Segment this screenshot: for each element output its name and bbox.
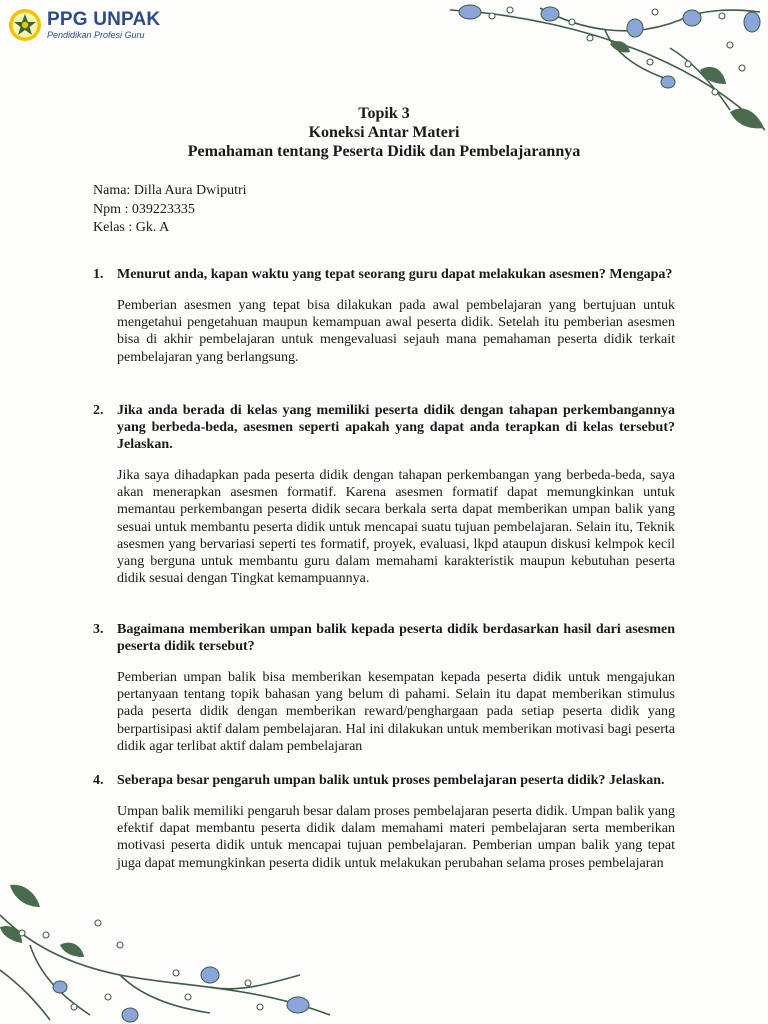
question-item [93,402,675,587]
student-class: Kelas : Gk. A [93,220,170,235]
university-emblem-icon [8,8,42,42]
title-description: Pemahaman tentang Peserta Didik dan Pembelajarannya [187,143,581,160]
title-subject: Koneksi Antar Materi [308,124,460,141]
question-text: Jika anda berada di kelas yang memiliki peserta didik dengan tahapan perkembangannya yang berbeda-beda, asesmen seperti apakah yang dapat anda terapkan di kelas tersebut? Jelaskan. [117,403,675,452]
question-number: 4. [93,773,104,788]
question-item [93,621,675,755]
student-npm: Npm : 039223335 [93,201,195,217]
answer-text: Umpan balik memiliki pengaruh besar dalam proses pembelajaran peserta didik. Umpan balik yang efektif dapat membantu peserta didik dalam memahami materi pembelajaran serta memberikan motivasi peserta didik untuk mencapai tujuan pembelajaran. Pemberian umpan balik yang tepat juga dapat memungkinkan peserta didik untuk melakukan perubahan selama proses pembelajaran [117,804,675,871]
question-number: 2. [93,403,104,418]
question-text: Seberapa besar pengaruh umpan balik untuk proses pembelajaran peserta didik? Jelaskan. [117,773,665,788]
logo-subtitle: Pendidikan Profesi Guru [47,29,145,40]
question-number: 3. [93,622,104,637]
student-name: Nama: Dilla Aura Dwiputri [93,183,247,198]
answer-text: Jika saya dihadapkan pada peserta didik dengan tahapan perkembangan yang berbeda-beda, saya akan menerapkan asesmen formatif. Karena asesmen formatif dapat memungkinkan untuk memantau perkembangan peserta didik secara berkala serta dapat memberikan umpan balik yang sesuai untuk membantu peserta didik untuk mencapai suatu tujuan pembelajaran. Selain itu, Teknik asesmen yang bervariasi seperti tes formatif, proyek, evaluasi, lkpd ataupun diskusi kelmpok kecil yang berguna untuk membantu guru dalam memahami karakteristik maupun kebutuhan peserta didik sesuai dengan Tingkat kemampuannya. [117,468,675,587]
document-title [0,104,768,161]
answer-text: Pemberian umpan balik bisa memberikan kesempatan kepada peserta didik untuk mengajukan pertanyaan tentang topik bahasan yang belum di pahami. Selain itu dapat memberikan stimulus pada peserta didik dengan memberikan reward/penghargaan pada setiap peserta didik yang berpartisipasi aktif dalam pembelajaran. Hal ini dilakukan untuk memberikan motivasi bagi peserta didik agar terlibat aktif dalam pembelajaran [117,670,675,754]
floral-decoration-bottom-icon [0,875,340,1024]
title-topic: Topik 3 [358,105,410,122]
answer-text: Pemberian asesmen yang tepat bisa dilakukan pada awal pembelajaran yang bertujuan untuk mengetahui pengetahuan maupun kemampuan awal peserta didik. Setelah itu pemberian asesmen bisa di akhir pembelajaran untuk mengevaluasi sejauh mana pemahaman peserta didik terkait pembelajaran yang berlangsung. [117,298,675,365]
question-number: 1. [93,267,104,282]
ppg-unpak-logo [8,8,160,42]
logo-title: PPG UNPAK [47,8,161,30]
question-item [93,772,675,872]
question-text: Menurut anda, kapan waktu yang tepat seorang guru dapat melakukan asesmen? Mengapa? [117,267,673,282]
question-text: Bagaimana memberikan umpan balik kepada peserta didik berdasarkan hasil dari asesmen peserta didik tersebut? [117,622,675,654]
student-identity [93,182,247,238]
question-item [93,266,675,366]
